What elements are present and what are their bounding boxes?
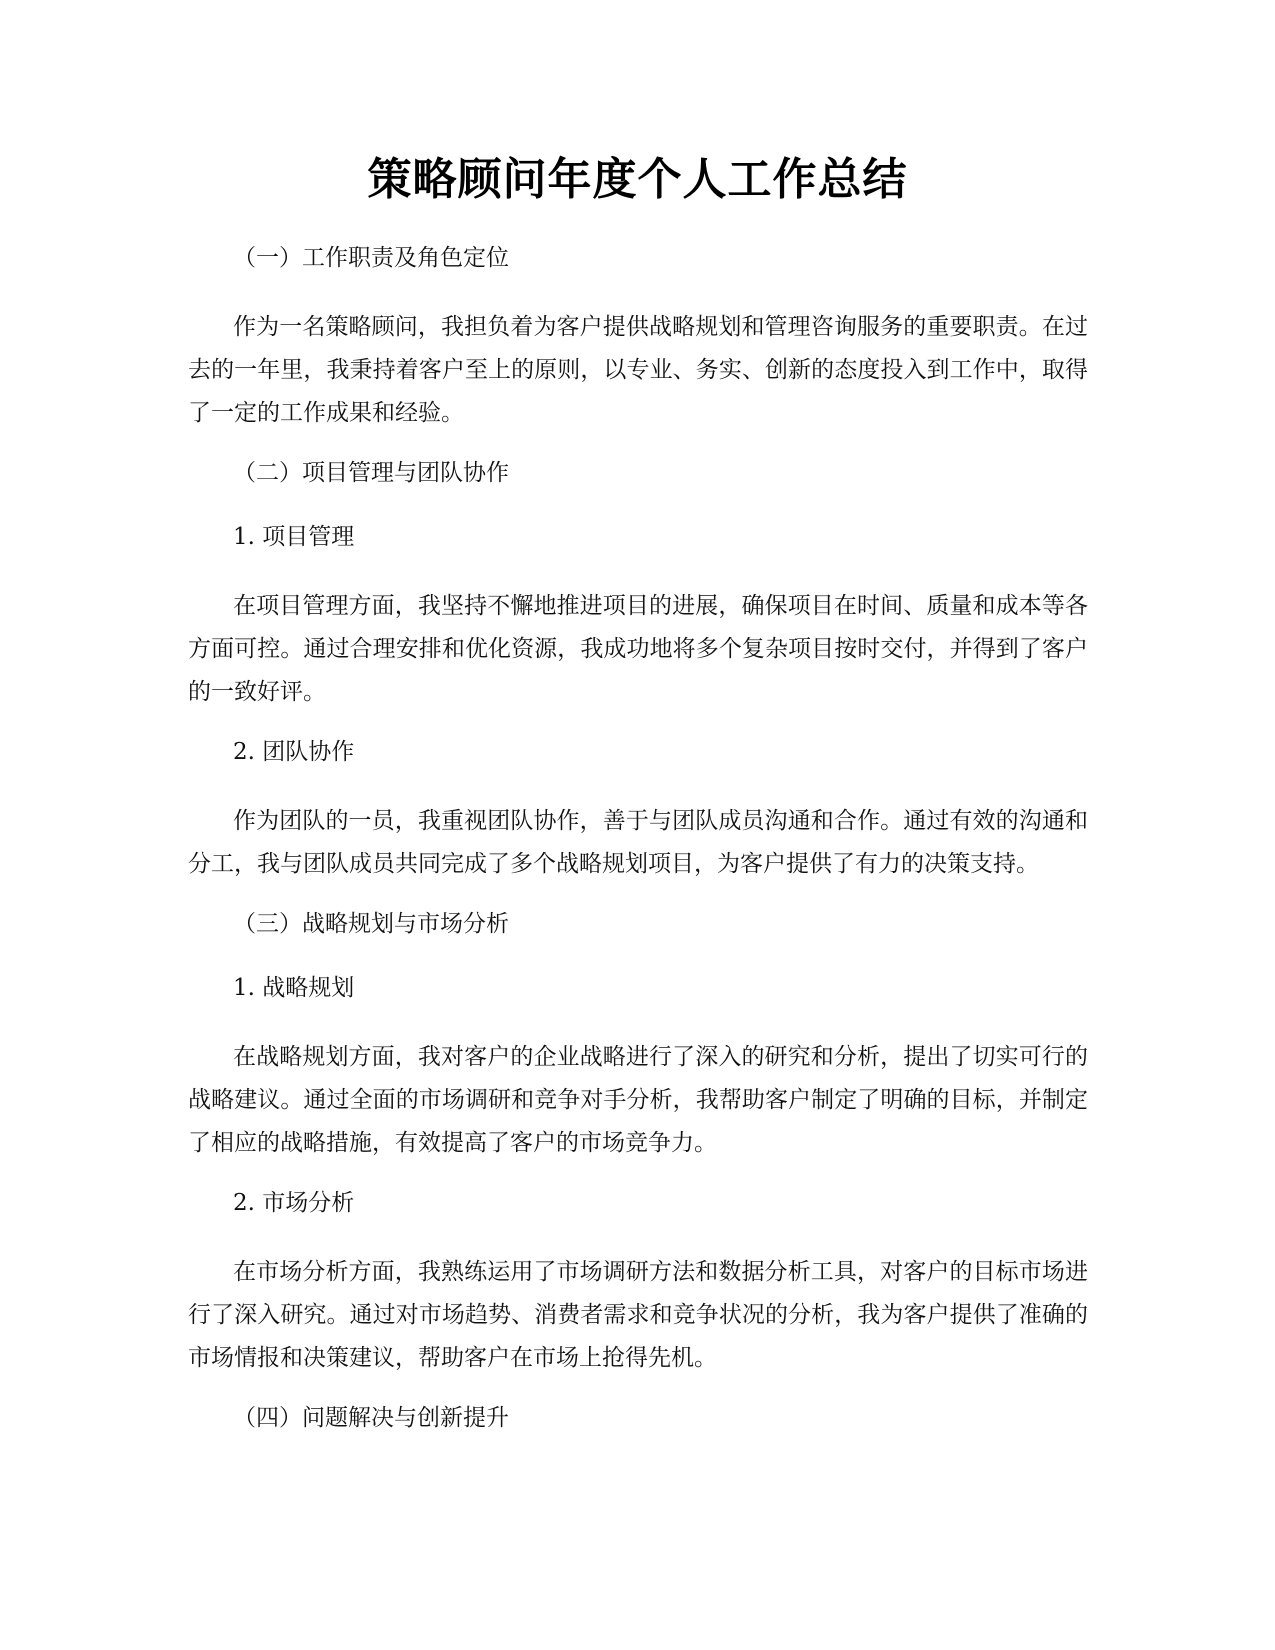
section-heading-3: （三）战略规划与市场分析 [233,911,509,937]
section-heading-2: （二）项目管理与团队协作 [233,460,509,486]
subheading-strategy-planning: 1. 战略规划 [233,975,355,1001]
document-title: 策略顾问年度个人工作总结 [367,154,908,205]
paragraph-market-analysis: 在市场分析方面，我熟练运用了市场调研方法和数据分析工具，对客户的目标市场进行了深入研究。通过对市场趋势、消费者需求和竞争状况的分析，我为客户提供了准确的市场情报和决策建议，帮助客户在市场上抢得先机。 [188,1259,1088,1371]
paragraph-teamwork: 作为团队的一员，我重视团队协作，善于与团队成员沟通和合作。通过有效的沟通和分工，我与团队成员共同完成了多个战略规划项目，为客户提供了有力的决策支持。 [188,808,1088,877]
document-body [188,242,1088,1466]
section-heading-1: （一）工作职责及角色定位 [233,245,509,271]
subheading-teamwork: 2. 团队协作 [233,739,355,765]
paragraph-strategy-planning: 在战略规划方面，我对客户的企业战略进行了深入的研究和分析，提出了切实可行的战略建议。通过全面的市场调研和竞争对手分析，我帮助客户制定了明确的目标，并制定了相应的战略措施，有效提高了客户的市场竞争力。 [188,1044,1088,1156]
subheading-market-analysis: 2. 市场分析 [233,1190,355,1216]
subheading-project-management: 1. 项目管理 [233,524,355,550]
section-heading-4: （四）问题解决与创新提升 [233,1405,509,1431]
paragraph-role: 作为一名策略顾问，我担负着为客户提供战略规划和管理咨询服务的重要职责。在过去的一年里，我秉持着客户至上的原则，以专业、务实、创新的态度投入到工作中，取得了一定的工作成果和经验。 [188,314,1088,426]
paragraph-project-management: 在项目管理方面，我坚持不懈地推进项目的进展，确保项目在时间、质量和成本等各方面可控。通过合理安排和优化资源，我成功地将多个复杂项目按时交付，并得到了客户的一致好评。 [188,593,1088,705]
